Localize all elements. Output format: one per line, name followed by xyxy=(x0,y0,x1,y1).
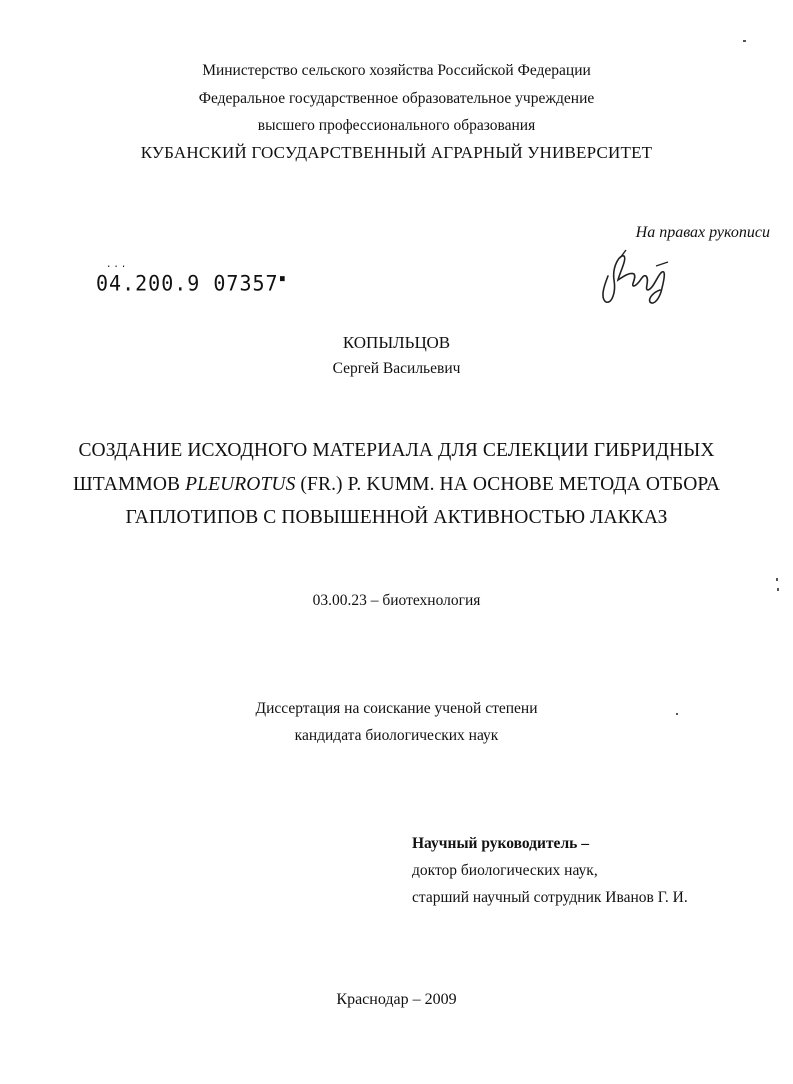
university-name: КУБАНСКИЙ ГОСУДАРСТВЕННЫЙ АГРАРНЫЙ УНИВЕРСИТЕТ xyxy=(140,143,653,162)
thesis-title-line-1: СОЗДАНИЕ ИСХОДНОГО МАТЕРИАЛА ДЛЯ СЕЛЕКЦИИ ГИБРИДНЫХ xyxy=(78,440,715,461)
specialty-code: 03.00.23 – биотехнология xyxy=(312,592,481,609)
supervisor-heading: Научный руководитель – xyxy=(412,835,589,852)
registry-number xyxy=(96,262,287,296)
supervisor-degree: доктор биологических наук, xyxy=(412,862,598,879)
dissertation-line-2: кандидата биологических наук xyxy=(294,727,499,744)
registry-tick: ▪ xyxy=(278,270,287,286)
title-line-2-suffix: (FR.) P. KUMM. НА ОСНОВЕ МЕТОДА ОТБОРА xyxy=(295,474,721,495)
ministry-line: Министерство сельского хозяйства Российской Федерации xyxy=(202,62,591,79)
scan-speck xyxy=(776,578,778,581)
city-year: Краснодар – 2009 xyxy=(336,991,457,1008)
registry-number-text: 04.200.9 07357 xyxy=(96,270,279,296)
scan-speck xyxy=(676,713,678,715)
scan-speck xyxy=(777,588,779,591)
thesis-title-line-2 xyxy=(0,474,793,496)
education-level-line: высшего профессионального образования xyxy=(257,117,536,134)
author-given-names: Сергей Васильевич xyxy=(332,360,461,377)
dissertation-line-1: Диссертация на соискание ученой степени xyxy=(255,700,538,717)
scan-speck xyxy=(743,40,746,42)
title-genus-name: PLEUROTUS xyxy=(185,474,296,495)
author-surname: КОПЫЛЬЦОВ xyxy=(342,333,451,352)
title-line-2-prefix: ШТАММОВ xyxy=(72,474,186,495)
supervisor-position: старший научный сотрудник Иванов Г. И. xyxy=(412,889,688,906)
thesis-title-line-3: ГАПЛОТИПОВ С ПОВЫШЕННОЙ АКТИВНОСТЬЮ ЛАККАЗ xyxy=(125,507,668,528)
signature-mark xyxy=(590,246,690,306)
rights-note: На правах рукописи xyxy=(635,224,770,241)
registry-dots: ··· xyxy=(106,262,129,273)
institution-line: Федеральное государственное образовательное учреждение xyxy=(198,90,595,107)
